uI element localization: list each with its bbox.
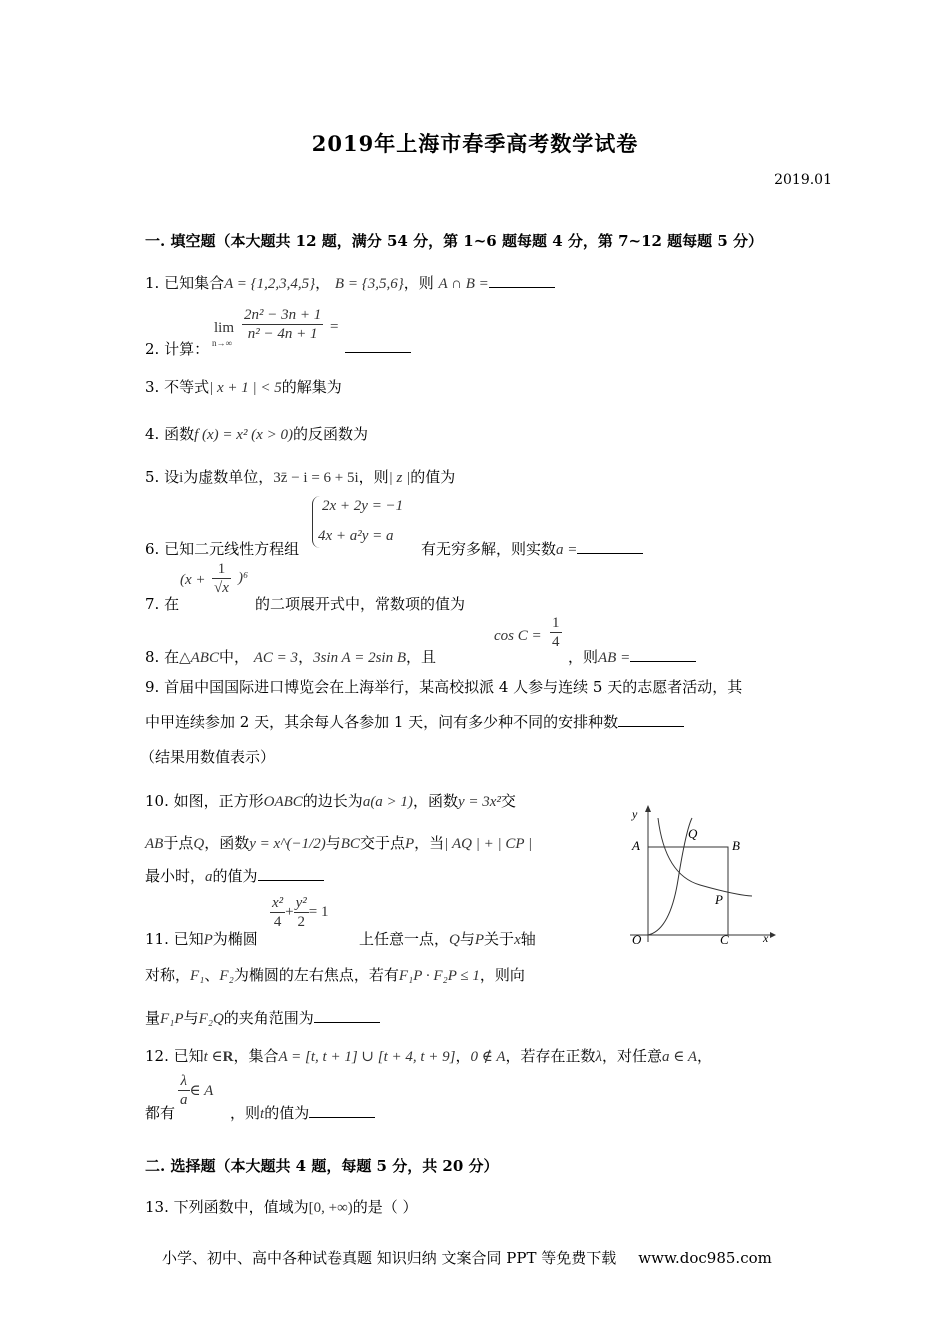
q8-ab: AB =: [598, 650, 631, 666]
q12-mid3: ，若存在正数: [505, 1047, 596, 1065]
q11-l2-c: 为椭圆的左右焦点，若有: [233, 966, 399, 984]
q12-answer-blank[interactable]: [309, 1103, 375, 1118]
question-5: [145, 466, 455, 487]
q6-answer-blank[interactable]: [577, 539, 643, 554]
label-p: P: [715, 892, 723, 907]
q10-line-3: [145, 865, 324, 886]
q9-answer-blank[interactable]: [618, 712, 684, 727]
label-o: O: [632, 932, 642, 947]
q8-mid1: 中，: [218, 648, 249, 666]
y-axis-arrow-icon: [645, 805, 651, 812]
q10-l3-var: a: [205, 869, 213, 885]
label-a: A: [632, 838, 640, 853]
exam-date: 2019.01: [774, 172, 832, 188]
q5-i: i: [179, 470, 184, 486]
q2-lim-sub: n→∞: [212, 338, 232, 348]
q12-mid1: ，集合: [233, 1047, 279, 1065]
q8-cond1: AC = 3: [253, 650, 299, 666]
q11-l2-b: 、: [204, 966, 220, 984]
q10-p: P: [404, 836, 415, 852]
q11-x: x: [514, 932, 521, 948]
q11-q: Q: [449, 932, 460, 948]
q10-cond: (a > 1): [370, 794, 413, 810]
q12-den: a: [180, 1092, 188, 1108]
q5-equation: 3z̄ − i = 6 + 5i: [273, 470, 359, 486]
q4-suffix: 的反函数为: [292, 425, 368, 443]
q11-v2: F₂Q: [198, 1011, 224, 1027]
question-1: [145, 272, 555, 293]
label-c: C: [720, 932, 729, 947]
q11-four: 4: [273, 914, 282, 930]
q12-R: R: [222, 1049, 234, 1065]
q10-q: Q: [193, 836, 205, 852]
q6-var: a =: [556, 542, 578, 558]
q11-two: 2: [297, 914, 305, 930]
q7-numerator: 1: [212, 560, 231, 579]
question-6-prefix: 6. 已知二元线性方程组: [145, 540, 300, 558]
q11-pre: 11. 已知: [145, 930, 204, 948]
q12-num: λ: [178, 1072, 190, 1091]
q12-mid5: ，: [697, 1047, 713, 1065]
q12-pre: 12. 已知: [145, 1047, 204, 1065]
q12-line-1: [145, 1045, 712, 1066]
q10-mid2: ，函数: [412, 792, 458, 810]
section-2-heading: 二. 选择题（本大题共 4 题，每题 5 分，共 20 分）: [145, 1157, 499, 1175]
q10-func1: y = 3x²: [457, 794, 501, 810]
q8-triangle: △ABC: [179, 650, 219, 666]
q10-l3-b: 的值为: [212, 867, 258, 885]
q8-answer-blank[interactable]: [630, 647, 696, 662]
q5-mid2: ，则: [358, 468, 389, 486]
q6-eq2: 4x + a²y = a: [318, 528, 394, 544]
q11-plus: +: [285, 904, 294, 920]
q11-p2: P: [474, 932, 485, 948]
q10-a: a: [362, 794, 371, 810]
q2-lim: lim: [214, 320, 235, 336]
q13-range: [0, +∞): [308, 1200, 353, 1216]
q10-l2-d: 交于点: [359, 834, 405, 852]
section-1-heading: 一. 填空题（本大题共 12 题，满分 54 分，第 1~6 题每题 4 分，第 7~12 题每题 5 分）: [145, 232, 764, 250]
q10-bc: BC: [340, 836, 360, 852]
label-b: B: [732, 838, 740, 853]
curve-y-3x2: [648, 818, 692, 935]
q10-l2-e: ，当: [414, 834, 445, 852]
q3-expression: | x + 1 | < 5: [209, 380, 282, 396]
q11-mid1: 为椭圆: [212, 930, 258, 948]
q12-line-2-post: [230, 1102, 375, 1123]
q8-mid3: ，则: [568, 648, 599, 666]
x-axis-arrow-icon: [770, 932, 776, 938]
q11-line-3: [145, 1007, 380, 1028]
q6-eq1: 2x + 2y = −1: [322, 498, 404, 514]
q8-sep1: ，: [298, 648, 314, 666]
q1-mid: ，则: [403, 274, 434, 292]
q2-equals: =: [330, 319, 339, 335]
q12-mid4: ，对任意: [602, 1047, 663, 1065]
q11-f1: F₁: [190, 968, 205, 984]
q1-expression: A ∩ B =: [438, 276, 489, 292]
q7-denominator: √x: [214, 580, 229, 596]
question-7-prefix: 7. 在: [145, 595, 180, 613]
q4-prefix: 4. 函数: [145, 425, 195, 443]
q11-l2-a: 对称，: [145, 966, 191, 984]
q11-p: P: [203, 932, 213, 948]
footer: [162, 1247, 772, 1268]
q12-fraction: [178, 1072, 213, 1109]
q9-line-1: 9. 首届中国国际进口博览会在上海举行，某高校拟派 4 人参与连续 5 天的志愿者活动，其: [145, 678, 743, 696]
q5-suffix: 的值为: [410, 468, 456, 486]
q5-abs-z: | z |: [388, 470, 411, 486]
q12-l2-c: 的值为: [264, 1104, 310, 1122]
q11-mid3: 与: [459, 930, 475, 948]
q7-expr-a: (x +: [180, 572, 206, 588]
q8-fraction: [550, 614, 562, 651]
q1-prefix: 1. 已知集合: [145, 274, 225, 292]
q8-mid2: ，且: [406, 648, 437, 666]
q12-cond: 0 ∉ A: [470, 1049, 506, 1065]
q11-eq1: = 1: [308, 904, 329, 920]
footer-text: 小学、初中、高中各种试卷真题 知识归纳 文案合同 PPT 等免费下载: [162, 1249, 617, 1267]
q11-l3-c: 的夹角范围为: [223, 1009, 314, 1027]
q10-l2-a: 于点: [163, 834, 194, 852]
question-2-prefix: 2. 计算：: [145, 340, 210, 358]
q11-mid2: 上任意一点，: [359, 930, 450, 948]
q12-mid2: ，: [455, 1047, 471, 1065]
q2-fraction: [242, 306, 323, 343]
q11-line-2: [145, 964, 525, 985]
q1-separator: ，: [315, 274, 331, 292]
q11-l2-d: ，则向: [479, 966, 525, 984]
label-y: y: [632, 807, 638, 821]
q11-mid4: 关于: [484, 930, 515, 948]
q10-post1: 交: [500, 792, 516, 810]
q12-a-in-a: a ∈ A: [662, 1049, 698, 1065]
q12-in: ∈ A: [189, 1083, 214, 1099]
q8-denominator: 4: [552, 634, 560, 650]
curve-y-x-neg-half: [658, 818, 752, 896]
q1-set-b: B = {3,5,6}: [334, 276, 404, 292]
q11-f2: F₂: [219, 968, 234, 984]
label-q: Q: [688, 826, 698, 841]
q5-prefix: 5. 设: [145, 468, 180, 486]
q3-suffix: 的解集为: [281, 378, 342, 396]
q10-l2-b: ，函数: [204, 834, 250, 852]
q1-answer-blank[interactable]: [489, 273, 555, 288]
q10-mid1: 的边长为: [302, 792, 363, 810]
q7-fraction: [212, 560, 231, 597]
question-4: [145, 423, 368, 444]
q10-line-2: [145, 832, 532, 853]
footer-url[interactable]: www.doc985.com: [638, 1249, 772, 1267]
q10-func2: y = x^(−1/2): [249, 836, 326, 852]
q4-expression: f (x) = x² (x > 0): [194, 427, 293, 443]
q8-tail: [568, 646, 696, 667]
q13-pre: 13. 下列函数中，值域为: [145, 1198, 309, 1216]
q8-prefix: 8. 在: [145, 648, 180, 666]
question-13: [145, 1196, 418, 1217]
q2-answer-blank[interactable]: [345, 338, 411, 353]
q12-lambda: λ: [595, 1049, 603, 1065]
q11-line-1-pre: [145, 928, 258, 949]
q12-l2-b: ，则: [230, 1104, 261, 1122]
q8-cos: cos C =: [494, 628, 542, 644]
q12-line-2-pre: 都有: [145, 1104, 176, 1122]
q8-numerator: 1: [552, 615, 560, 631]
q2-limit: [214, 318, 234, 337]
q8-cond2: 3sin A = 2sin B: [313, 650, 406, 666]
question-7-suffix: 的二项展开式中，常数项的值为: [255, 595, 466, 613]
q11-x2: x²: [272, 895, 284, 911]
q12-set: A = [t, t + 1] ∪ [t + 4, t + 9]: [278, 1049, 456, 1065]
q11-v1: F₁P: [160, 1011, 184, 1027]
q12-tt: t: [260, 1106, 265, 1122]
q10-pre: 10. 如图，正方形: [145, 792, 264, 810]
q9-line-2-text: 中甲连续参加 2 天，其余每人各参加 1 天，问有多少种不同的安排种数: [145, 713, 619, 731]
q12-t: t ∈: [203, 1049, 223, 1065]
q11-ellipse: [270, 894, 329, 931]
page-title: 2019年上海市春季高考数学试卷: [311, 131, 639, 156]
q13-post: 的是（ ）: [352, 1198, 418, 1216]
label-x: x: [763, 931, 769, 945]
q2-denominator: n² − 4n + 1: [247, 326, 318, 342]
question-6-suffix: [421, 538, 643, 559]
q10-ab: AB: [145, 836, 164, 852]
q10-l3-a: 最小时，: [145, 867, 206, 885]
q9-line-2: [145, 711, 684, 732]
q2-numerator: 2n² − 3n + 1: [244, 307, 322, 323]
q10-expr: | AQ | + | CP |: [444, 836, 533, 852]
q1-set-a: A = {1,2,3,4,5}: [224, 276, 316, 292]
q3-prefix: 3. 不等式: [145, 378, 210, 396]
question-8: [145, 646, 436, 667]
q10-line-1: [145, 790, 516, 811]
q11-answer-blank[interactable]: [314, 1008, 380, 1023]
q10-answer-blank[interactable]: [258, 866, 324, 881]
q10-figure: [620, 800, 780, 950]
q11-l3-b: 与: [183, 1009, 199, 1027]
q11-y2: y²: [295, 895, 307, 911]
q11-cond: F₁P · F₂P ≤ 1: [398, 968, 480, 984]
q5-mid1: 为虚数单位，: [183, 468, 274, 486]
q11-line-1-post: [359, 928, 536, 949]
q6-post: 有无穷多解，则实数: [421, 540, 557, 558]
question-3: [145, 376, 342, 397]
q11-mid5: 轴: [520, 930, 536, 948]
q7-expr-b: )⁶: [238, 570, 249, 586]
q11-l3-a: 量: [145, 1009, 161, 1027]
q10-square: OABC: [263, 794, 303, 810]
q10-l2-c: 与: [325, 834, 341, 852]
q9-line-3: （结果用数值表示）: [140, 748, 276, 766]
square-oabc: [648, 847, 728, 935]
